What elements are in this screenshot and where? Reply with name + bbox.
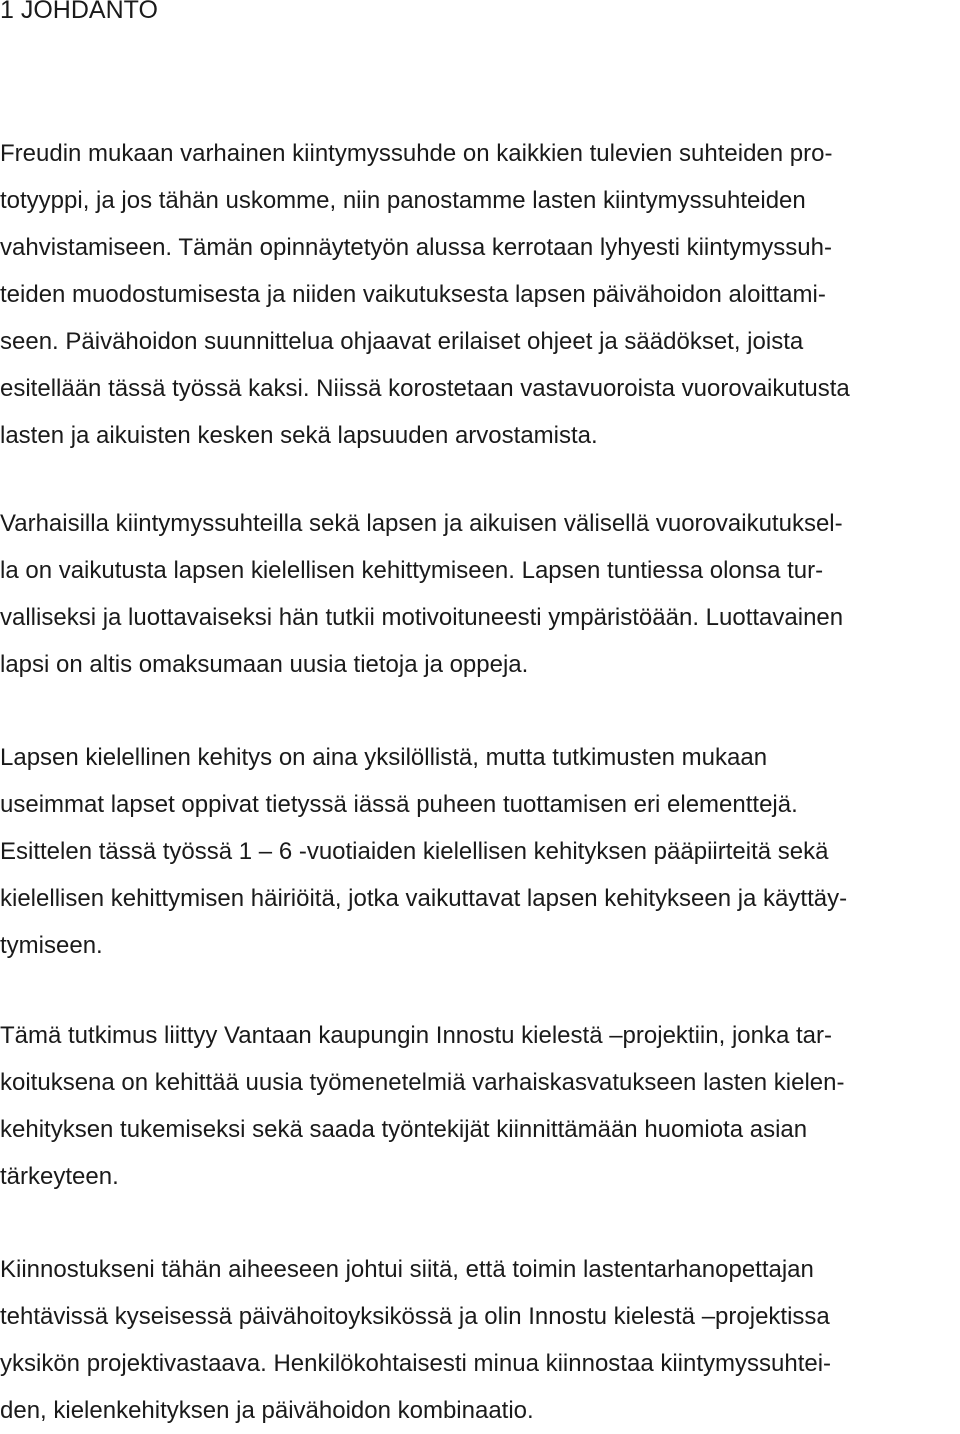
text-line: totyyppi, ja jos tähän uskomme, niin panostamme lasten kiintymyssuhteiden (0, 187, 806, 214)
text-line: tehtävissä kyseisessä päivähoitoyksikössä ja olin Innostu kielestä –projektissa (0, 1303, 830, 1330)
text-line: Esittelen tässä työssä 1 – 6 -vuotiaiden kielellisen kehityksen pääpiirteitä sekä (0, 838, 829, 865)
text-line: Varhaisilla kiintymyssuhteilla sekä lapsen ja aikuisen välisellä vuorovaikutuksel- (0, 510, 843, 537)
paragraph-intro (0, 130, 850, 459)
paragraph-attachment (0, 500, 843, 688)
paragraph-language-development (0, 734, 847, 969)
text-line: tymiseen. (0, 932, 103, 959)
text-line: esitellään tässä työssä kaksi. Niissä korostetaan vastavuoroista vuorovaikutusta (0, 375, 850, 402)
text-line: Freudin mukaan varhainen kiintymyssuhde on kaikkien tulevien suhteiden pro- (0, 140, 833, 167)
text-line: kehityksen tukemiseksi sekä saada työntekijät kiinnittämään huomiota asian (0, 1116, 808, 1143)
text-line: useimmat lapset oppivat tietyssä iässä puheen tuottamisen eri elementtejä. (0, 791, 798, 818)
text-line: vahvistamiseen. Tämän opinnäytetyön alussa kerrotaan lyhyesti kiintymyssuh- (0, 234, 832, 261)
text-line: koituksena on kehittää uusia työmenetelmiä varhaiskasvatukseen lasten kielen- (0, 1069, 845, 1096)
text-line: Lapsen kielellinen kehitys on aina yksilöllistä, mutta tutkimusten mukaan (0, 744, 768, 771)
text-line: den, kielenkehityksen ja päivähoidon kombinaatio. (0, 1397, 534, 1424)
text-line: Tämä tutkimus liittyy Vantaan kaupungin Innostu kielestä –projektiin, jonka tar- (0, 1022, 832, 1049)
text-line: valliseksi ja luottavaiseksi hän tutkii motivoituneesti ympäristöään. Luottavainen (0, 604, 844, 631)
paragraph-project (0, 1012, 844, 1200)
text-line: seen. Päivähoidon suunnittelua ohjaavat erilaiset ohjeet ja säädökset, joista (0, 328, 804, 355)
text-line: kielellisen kehittymisen häiriöitä, jotka vaikuttavat lapsen kehitykseen ja käyttäy- (0, 885, 848, 912)
text-line: Kiinnostukseni tähän aiheeseen johtui siitä, että toimin lastentarhanopettajan (0, 1256, 814, 1283)
text-line: la on vaikutusta lapsen kielellisen kehittymiseen. Lapsen tuntiessa olonsa tur- (0, 557, 824, 584)
text-line: lasten ja aikuisten kesken sekä lapsuuden arvostamista. (0, 422, 598, 449)
chapter-heading: 1 JOHDANTO (0, 0, 158, 24)
text-line: lapsi on altis omaksumaan uusia tietoja ja oppeja. (0, 651, 529, 678)
text-line: tärkeyteen. (0, 1163, 119, 1190)
text-line: yksikön projektivastaava. Henkilökohtaisesti minua kiinnostaa kiintymyssuhtei- (0, 1350, 832, 1377)
paragraph-motivation (0, 1246, 831, 1434)
text-line: teiden muodostumisesta ja niiden vaikutuksesta lapsen päivähoidon aloittami- (0, 281, 826, 308)
